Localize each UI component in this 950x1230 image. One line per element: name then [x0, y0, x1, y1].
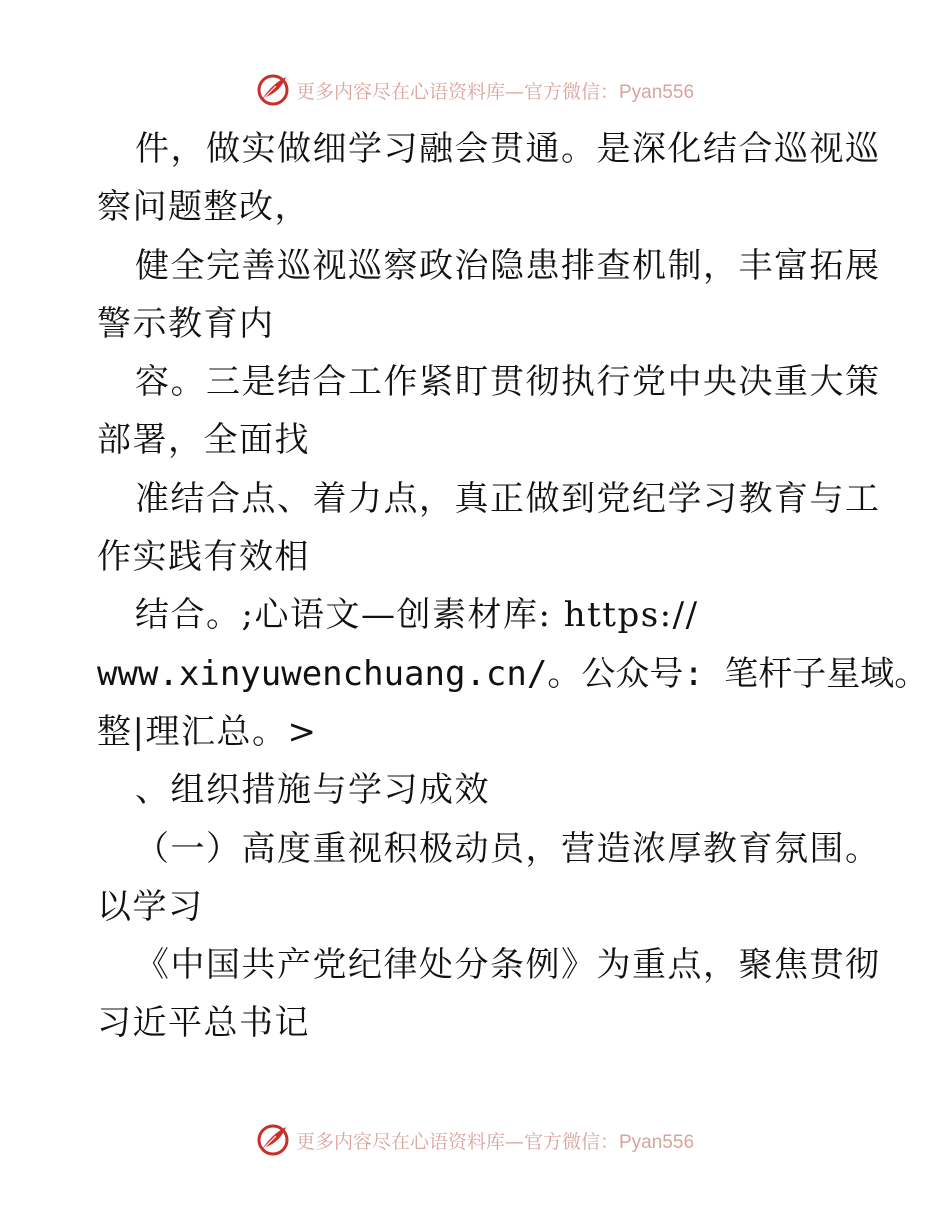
- subsection-heading: （一）高度重视积极动员，营造浓厚教育氛围。: [135, 828, 881, 869]
- quill-logo-icon: [256, 73, 290, 107]
- body-line: 作实践有效相: [97, 537, 310, 578]
- section-heading: 、组织措施与学习成效: [135, 770, 490, 811]
- body-line: 结合。;心语文—创素材库: https://: [135, 595, 699, 636]
- header-banner-text: 更多内容尽在心语资料库—官方微信：Pyan556: [295, 80, 695, 103]
- body-line: 察问题整改，: [97, 187, 310, 228]
- footer-banner: [0, 1120, 950, 1160]
- header-wechat-id: Pyan556: [619, 81, 695, 103]
- body-line: 习近平总书记: [97, 1003, 310, 1044]
- body-line: 容。三是结合工作紧盯贯彻执行党中央决重大策: [135, 362, 881, 403]
- body-line: 警示教育内: [97, 303, 275, 344]
- footer-banner-text: 更多内容尽在心语资料库—官方微信：Pyan556: [295, 1130, 695, 1153]
- body-line: 以学习: [97, 886, 204, 927]
- body-line: www.xinyuwenchuang.cn/。公众号: 笔杆子星域。: [97, 653, 929, 694]
- document-body: [97, 120, 929, 1053]
- body-line: 健全完善巡视巡察政治隐患排查机制，丰富拓展: [135, 245, 881, 286]
- body-line: 准结合点、着力点，真正做到党纪学习教育与工: [135, 478, 881, 519]
- quill-logo-icon: [256, 1123, 290, 1157]
- footer-wechat-id: Pyan556: [619, 1131, 695, 1153]
- body-line: 整|理汇总。>: [97, 711, 318, 752]
- body-line: 件，做实做细学习融会贯通。是深化结合巡视巡: [135, 129, 881, 169]
- body-line: 《中国共产党纪律处分条例》为重点，聚焦贯彻: [135, 945, 881, 986]
- body-line: 部署，全面找: [97, 420, 310, 461]
- header-banner: [0, 70, 950, 110]
